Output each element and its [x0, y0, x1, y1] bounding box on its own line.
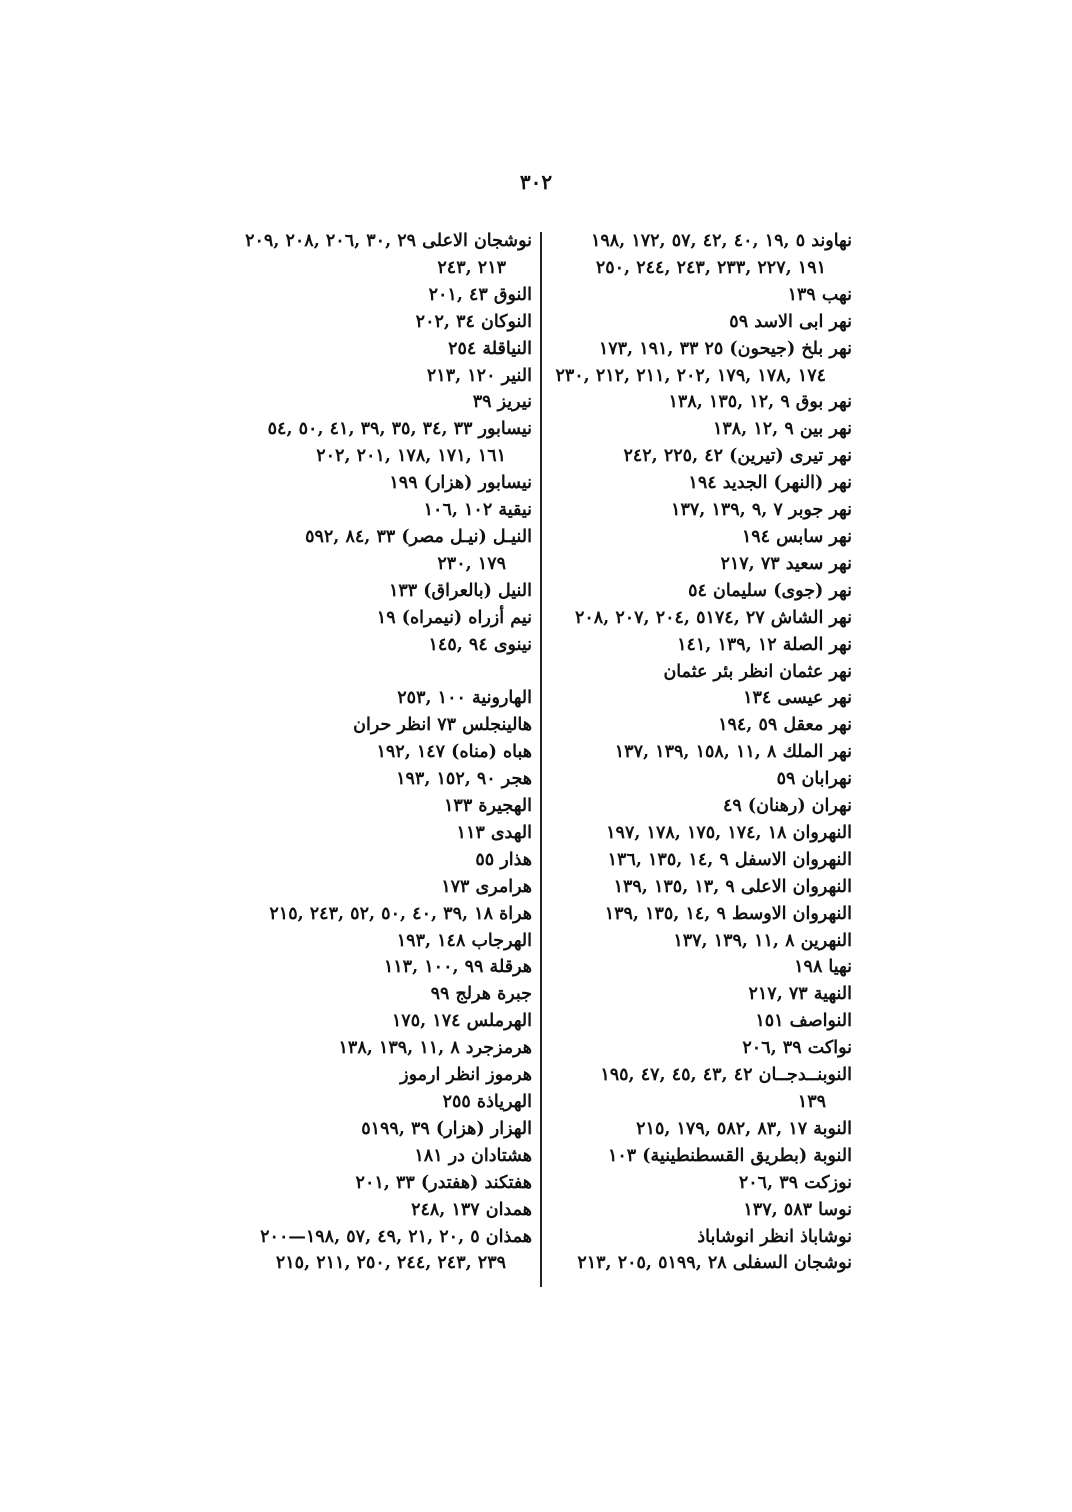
index-entry: النوكان ٣٤ ,٢٠٢ — [415, 311, 532, 332]
index-entry: نيسابور ٣٣ ,٣٤ ,٣٥ ,٣٩ ,٤١ ,٥٠ ,٥٤ — [267, 419, 532, 440]
index-entry: نهر سابس ١٩٤ — [741, 526, 852, 547]
index-entry: الهارونية ١٠٠ ,٢٥٣ — [397, 688, 532, 709]
index-entry: نهر جوبر ٧ ,٩ ,١٣٩ ,١٣٧ — [671, 500, 852, 521]
index-entry: نهر بين ٩ ,١٢ ,١٣٨ — [712, 419, 852, 440]
index-entry: نهر الشاش ٢٧ ,٥١٧٤ ,٢٠٤ ,٢٠٧ ,٢٠٨ — [574, 607, 852, 628]
index-entry: نهر الصلة ١٢ ,١٣٩ ,١٤١ — [677, 634, 852, 655]
index-entry: النير ١٢٠ ,٢١٣ — [426, 365, 532, 386]
index-entry: همدان ١٣٧ ,٢٤٨ — [411, 1199, 532, 1220]
index-entry: النهروان الاوسط ٩ ,١٤ ,١٣٥ ,١٣٩ — [604, 903, 852, 924]
index-entry: النوبنــدجــان ٤٢ ,٤٣ ,٤٥ ,٤٧ ,١٩٥ — [600, 1065, 852, 1086]
index-entry: نهر تيرى (تيرين) ٤٢ ,٢٢٥ ,٢٤٢ — [623, 446, 852, 467]
index-entry: نهاوند ٥ ,١٩ ,٤٠ ,٤٢ ,٥٧ ,١٧٢ ,١٩٨ — [590, 231, 852, 251]
index-entry: هرامرى ١٧٣ — [441, 876, 532, 897]
index-entry: نهرابان ٥٩ — [776, 769, 852, 790]
index-entry: جبرة هرلج ٩٩ — [430, 984, 532, 1005]
index-entry: نوسا ٥٨٣ ,١٣٧ — [743, 1199, 852, 1220]
index-entry: نيسابور (هزار) ١٩٩ — [389, 473, 532, 494]
index-entry: الهرملس ١٧٤ ,١٧٥ — [391, 1011, 532, 1032]
index-entry: النهية ٧٣ ,٢١٧ — [748, 984, 852, 1005]
index-entry: هذار ٥٥ — [475, 849, 532, 870]
index-entry: هشتادان در ١٨١ — [414, 1145, 532, 1166]
index-entry: نهر ابى الاسد ٥٩ — [729, 311, 852, 332]
index-entry: نيم أزراه (نيمراه) ١٩ — [376, 607, 532, 628]
page-number: ۳۰۲ — [519, 170, 553, 194]
index-entry: النهروان ١٨ ,١٧٤ ,١٧٥ ,١٧٨ ,١٩٧ — [606, 822, 852, 843]
index-entry: هباه (مناه) ١٤٧ ,١٩٢ — [376, 742, 532, 763]
index-entry: هرمزجرد ٨ ,١١ ,١٣٩ ,١٣٨ — [338, 1038, 532, 1059]
index-entry: النواصف ١٥١ — [755, 1011, 852, 1032]
blank-line — [222, 659, 532, 686]
index-entry: النوبة ١٧ ,٨٣ ,٥٨٢ ,١٧٩ ,٢١٥ — [636, 1118, 852, 1139]
index-entry: النوبة (بطريق القسطنطينية) ١٠٣ — [607, 1145, 852, 1166]
index-entry: نهر عيسى ١٣٤ — [743, 688, 852, 709]
index-entry-continuation: ١٦١ ,١٧١ ,١٧٨ ,٢٠١ ,٢٠٢ — [316, 446, 506, 467]
index-entry: نينوى ٩٤ ,١٤٥ — [428, 634, 532, 655]
index-entry: هراة ١٨ ,٣٩ ,٤٠ ,٥٠ ,٥٢ ,٢٤٣ ,٢١٥ — [269, 903, 532, 924]
index-entry-continuation: ١٧٩ ,٢٣٠ — [437, 553, 506, 574]
index-entry-continuation: ٢٣٩ ,٢٤٣ ,٢٤٤ ,٢٥٠ ,٢١١ ,٢١٥ — [275, 1253, 506, 1274]
index-entry: نواكت ٣٩ ,٢٠٦ — [742, 1038, 852, 1059]
index-entry: الهرياذة ٢٥٥ — [442, 1091, 532, 1112]
column-divider — [540, 232, 542, 1287]
index-entry-continuation: ١٣٩ — [797, 1092, 826, 1112]
index-entry: نهر بلخ (جيحون) ٢٥ ٣٣ ,١٩١ ,١٧٣ — [598, 338, 852, 359]
index-entry: هالينجلس ٧٣ انظر حران — [353, 715, 532, 736]
index-entry: نهيا ١٩٨ — [794, 957, 852, 978]
index-entry: نهر بوق ٩ ,١٢ ,١٣٥ ,١٣٨ — [668, 392, 852, 413]
index-entry: النوق ٤٣ ,٢٠١ — [428, 284, 532, 305]
index-entry: النيل (بالعراق) ١٣٣ — [388, 580, 532, 601]
index-entry: همذان ٥ ,٢٠ ,٢١ ,٤٩ ,٥٧ ,١٩٨—٢٠٠ — [260, 1226, 532, 1247]
index-entry: نيقية ١٠٢ ,١٠٦ — [423, 500, 532, 521]
index-entry-continuation: ١٧٤ ,١٧٨ ,١٧٩ ,٢٠٢ ,٢١١ ,٢١٢ ,٢٣٠ — [555, 365, 826, 386]
index-entry-continuation: ٢١٣ ,٢٤٣ — [437, 257, 506, 278]
index-entry: هجر ٩٠ ,١٥٢ ,١٩٣ — [396, 769, 532, 790]
index-entry: النهروان الاعلى ٩ ,١٣ ,١٣٥ ,١٣٩ — [613, 876, 852, 897]
index-entry: نهران (رهنان) ٤٩ — [722, 796, 852, 817]
index-entry: نهر (جوى) سليمان ٥٤ — [688, 580, 852, 601]
index-entry: نهر الملك ٨ ,١١ ,١٥٨ ,١٣٩ ,١٣٧ — [614, 742, 852, 763]
index-entry: النياقلة ٢٥٤ — [448, 338, 532, 359]
index-entry: هرموز انظر ارموز — [400, 1065, 532, 1086]
index-entry: نهر معقل ٥٩ ,١٩٤ — [718, 715, 852, 736]
index-entry: نوشاباذ انظر انوشاباذ — [697, 1226, 852, 1247]
index-entry: النهرين ٨ ,١١ ,١٣٩ ,١٣٧ — [673, 930, 852, 951]
index-entry: نهر عثمان انظر بئر عثمان — [663, 661, 852, 682]
index-column-left — [222, 228, 532, 1277]
index-entry: هرقلة ٩٩ ,١٠٠ ,١١٣ — [383, 957, 532, 978]
index-entry: نهب ١٣٩ — [787, 284, 852, 305]
index-entry: النهروان الاسفل ٩ ,١٤ ,١٣٥ ,١٣٦ — [607, 849, 852, 870]
index-entry: النيـل (نيـل مصر) ٣٣ ,٨٤ ,٥٩٢ — [305, 526, 532, 547]
index-entry: نهر (النهر) الجديد ١٩٤ — [688, 473, 852, 494]
index-entry: نيريز ٣٩ — [472, 392, 532, 413]
index-entry: نهر سعيد ٧٣ ,٢١٧ — [720, 553, 852, 574]
index-column-right — [548, 228, 852, 1277]
index-entry: نوشجان الاعلى ٢٩ ,٣٠ ,٢٠٦ ,٢٠٨ ,٢٠٩ — [245, 231, 532, 251]
index-entry-continuation: ١٩١ ,٢٢٧ ,٢٣٣ ,٢٤٣ ,٢٤٤ ,٢٥٠ — [595, 257, 826, 278]
index-entry: نوشجان السفلى ٢٨ ,٥١٩٩ ,٢٠٥ ,٢١٣ — [577, 1253, 852, 1274]
index-entry: الهدى ١١٣ — [456, 822, 532, 843]
index-entry: نوزكت ٣٩ ,٢٠٦ — [738, 1172, 852, 1193]
index-entry: الهزار (هزار) ٣٩ ,٥١٩٩ — [361, 1118, 532, 1139]
index-entry: الهرجاب ١٤٨ ,١٩٣ — [396, 930, 532, 951]
index-entry: هفتكند (هفتدر) ٣٣ ,٢٠١ — [355, 1172, 532, 1193]
index-entry: الهجيرة ١٣٣ — [444, 796, 532, 817]
